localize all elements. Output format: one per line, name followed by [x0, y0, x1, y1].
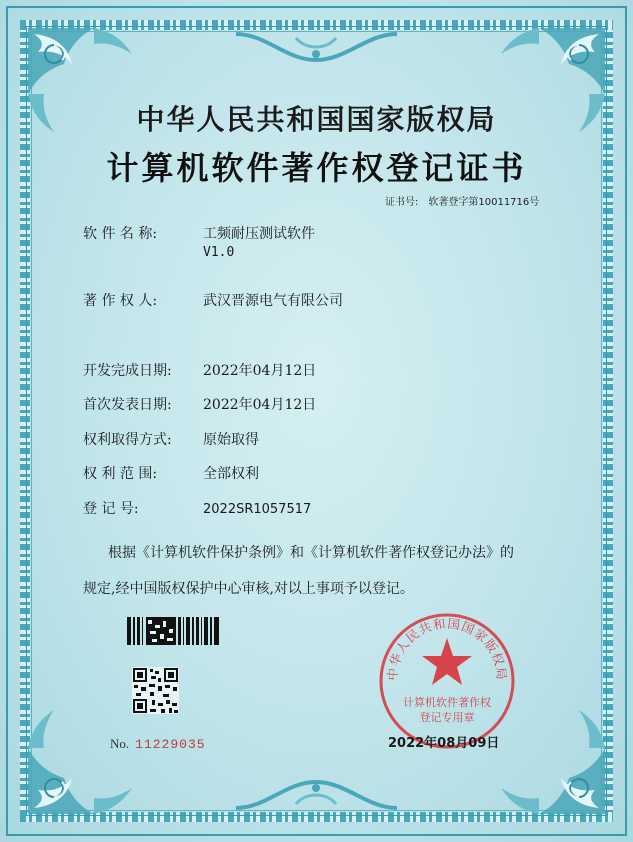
serial-number-value: 11229035 [135, 737, 206, 752]
reg-no-label: 登 记 号: [83, 501, 139, 517]
official-seal-icon [376, 610, 518, 752]
statement-line-2: 规定,经中国版权保护中心审核,对以上事项予以登记。 [83, 581, 414, 597]
owner-label: 著 作 权 人: [83, 293, 158, 309]
owner-row [83, 290, 343, 310]
seal-authority-text: 中华人民共和国国家版权局 [384, 615, 510, 682]
issuing-authority: 中华人民共和国国家版权局 [136, 103, 497, 136]
scope-value: 全部权利 [203, 466, 259, 482]
pub-date-value: 2022年04月12日 [203, 397, 317, 413]
scope-row [83, 463, 259, 483]
acquire-label: 权利取得方式: [83, 432, 172, 448]
certificate-number-label: 证书号: [385, 197, 419, 208]
scope-label: 权 利 范 围: [83, 466, 158, 482]
issue-date: 2022年08月09日 [388, 736, 500, 751]
qr-code-icon [132, 667, 179, 714]
certificate-number-value: 软著登字第10011716号 [428, 197, 540, 208]
owner-value: 武汉晋源电气有限公司 [203, 293, 343, 309]
certificate-number [385, 193, 539, 208]
top-ornament-icon [236, 30, 397, 70]
software-name-value: 工频耐压测试软件 [203, 226, 315, 242]
software-version: V1.0 [203, 245, 235, 260]
reg-no-row [83, 498, 311, 518]
certificate-title: 计算机软件著作权登记证书 [106, 149, 527, 187]
software-name-row [83, 223, 315, 260]
dev-date-value: 2022年04月12日 [203, 363, 317, 379]
pub-date-label: 首次发表日期: [83, 397, 172, 413]
serial-number-label: No. [110, 736, 130, 751]
bottom-ornament-icon [236, 772, 397, 812]
pub-date-row [83, 394, 316, 414]
seal-line-2: 登记专用章 [419, 711, 475, 724]
acquire-row [83, 429, 259, 449]
seal-line-1: 计算机软件著作权 [403, 696, 491, 709]
corner-ornament-icon [24, 698, 144, 818]
serial-number [110, 736, 206, 752]
dev-date-label: 开发完成日期: [83, 363, 172, 379]
acquire-value: 原始取得 [203, 432, 259, 448]
dev-date-row [83, 360, 316, 380]
software-name-label: 软 件 名 称: [83, 226, 158, 242]
reg-no-value: 2022SR1057517 [203, 502, 312, 517]
statement-line-1: 根据《计算机软件保护条例》和《计算机软件著作权登记办法》的 [108, 545, 514, 561]
barcode-icon [127, 617, 219, 645]
